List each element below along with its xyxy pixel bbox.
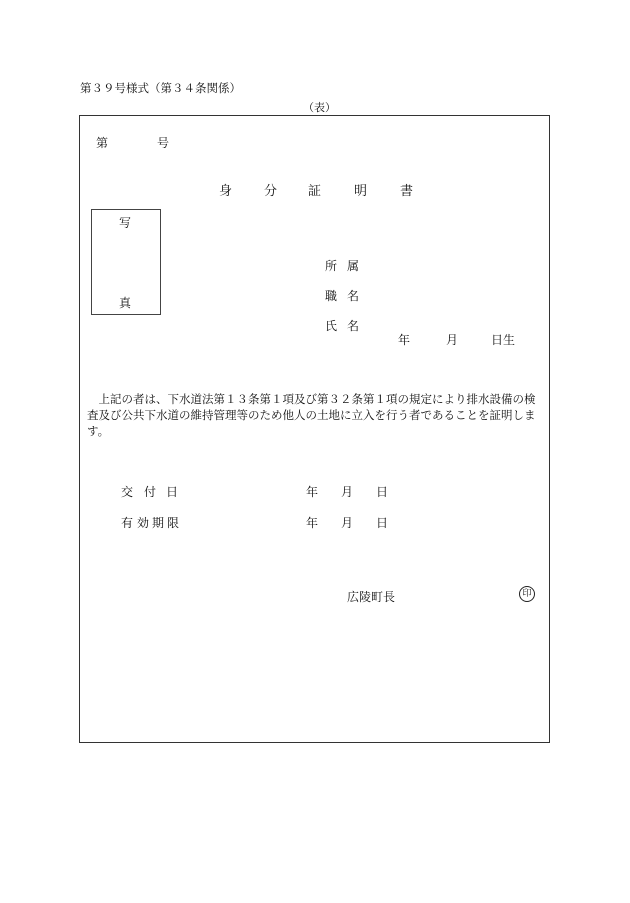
expiry-label-char: 効 xyxy=(137,516,150,530)
photo-label-bottom: 真 xyxy=(119,296,132,310)
issue-date-label-char: 日 xyxy=(166,485,179,499)
birth-month-unit: 月 xyxy=(446,333,459,347)
issuer-name: 広陵町長 xyxy=(347,590,396,604)
title-char: 分 xyxy=(264,184,278,199)
title-char: 証 xyxy=(308,184,322,199)
issue-date-label-char: 交 xyxy=(121,485,134,499)
name-label-char: 名 xyxy=(347,319,360,333)
expiry-label-char: 限 xyxy=(167,516,180,530)
name-label-char: 氏 xyxy=(325,319,338,333)
position-label-char: 名 xyxy=(347,289,360,303)
title-char: 身 xyxy=(219,184,233,199)
seal-mark: 印 xyxy=(519,586,535,602)
affiliation-label-char: 所 xyxy=(325,259,338,273)
issue-month-unit: 月 xyxy=(341,485,354,499)
affiliation-label-char: 属 xyxy=(347,259,360,273)
certification-statement xyxy=(87,391,543,439)
expiry-label-char: 期 xyxy=(152,516,165,530)
title-char: 明 xyxy=(354,184,368,199)
title-char: 書 xyxy=(400,184,414,199)
birth-year-unit: 年 xyxy=(398,333,411,347)
side-label: （表） xyxy=(303,101,336,114)
certification-text: 上記の者は、下水道法第１３条第１項及び第３２条第１項の規定により排水設備の検査及び公共下水道の維持管理等のため他人の土地に立入を行う者であることを証明します。 xyxy=(87,392,536,438)
issue-day-unit: 日 xyxy=(376,485,389,499)
expiry-month-unit: 月 xyxy=(341,516,354,530)
expiry-year-unit: 年 xyxy=(306,516,319,530)
expiry-label-char: 有 xyxy=(121,516,134,530)
expiry-day-unit: 日 xyxy=(376,516,389,530)
number-prefix: 第 xyxy=(96,136,109,150)
birth-day-unit: 日生 xyxy=(491,333,516,347)
photo-label-top: 写 xyxy=(119,216,132,230)
form-number-label: 第３９号様式（第３４条関係） xyxy=(80,81,241,95)
number-suffix: 号 xyxy=(157,136,170,150)
issue-date-label-char: 付 xyxy=(144,485,157,499)
issue-year-unit: 年 xyxy=(306,485,319,499)
position-label-char: 職 xyxy=(325,289,338,303)
